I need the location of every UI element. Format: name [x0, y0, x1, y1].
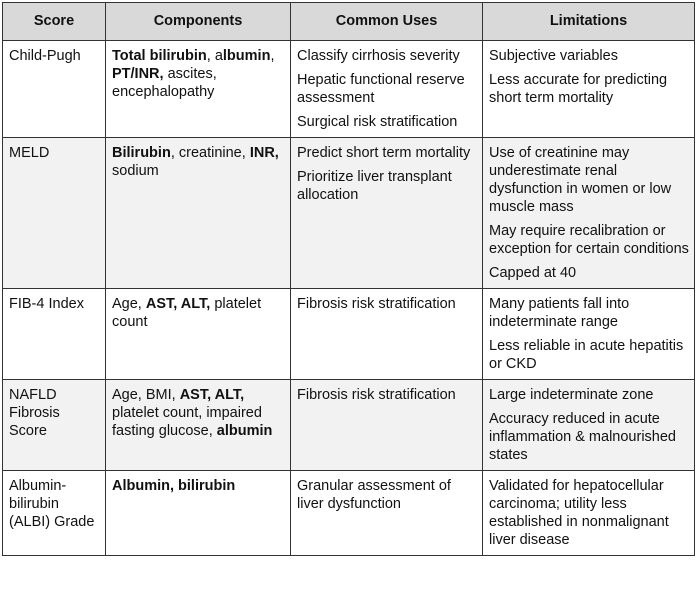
component-text: Age, BMI,	[112, 387, 180, 403]
table-body	[3, 41, 695, 556]
header-score: Score	[3, 3, 106, 41]
component-text-bold: PT/INR,	[112, 66, 164, 82]
component-text: ,	[270, 48, 275, 64]
component-text-bold: Total bilirubin	[112, 48, 207, 64]
score-cell: Child-Pugh	[3, 41, 106, 138]
uses-cell	[291, 380, 483, 471]
table-row	[3, 471, 695, 556]
component-text-bold: AST, ALT,	[145, 296, 211, 312]
header-components: Components	[106, 3, 291, 41]
component-text-bold: AST, ALT,	[179, 387, 245, 403]
limitations-cell	[483, 41, 695, 138]
component-text-bold: Bilirubin	[112, 145, 171, 161]
limitation-entry: Subjective variables	[489, 48, 618, 64]
limitation-entry: Accuracy reduced in acute inflammation & malnourished states	[489, 411, 676, 463]
component-text: platelet count, impaired fasting glucose,	[112, 405, 262, 439]
score-cell: Albumin-bilirubin (ALBI) Grade	[3, 471, 106, 556]
liver-scores-table	[2, 2, 695, 556]
use-entry: Surgical risk stratification	[297, 114, 458, 130]
components-cell	[106, 41, 291, 138]
header-limitations: Limitations	[483, 3, 695, 41]
components-cell	[106, 289, 291, 380]
table-row	[3, 41, 695, 138]
limitations-cell	[483, 289, 695, 380]
score-cell: NAFLD Fibrosis Score	[3, 380, 106, 471]
component-text-bold: albumin	[216, 423, 273, 439]
uses-cell	[291, 138, 483, 289]
limitations-cell	[483, 471, 695, 556]
use-entry: Prioritize liver transplant allocation	[297, 169, 452, 203]
limitation-entry: Less accurate for predicting short term mortality	[489, 72, 668, 106]
component-text: , creatinine,	[170, 145, 250, 161]
use-entry: Granular assessment of liver dysfunction	[297, 478, 451, 512]
components-cell	[106, 380, 291, 471]
component-text-bold: lbumin	[222, 48, 271, 64]
use-entry: Hepatic functional reserve assessment	[297, 72, 465, 106]
limitations-cell	[483, 138, 695, 289]
score-cell: MELD	[3, 138, 106, 289]
table-row	[3, 289, 695, 380]
component-text-bold: Albumin, bilirubin	[112, 478, 236, 494]
use-entry: Classify cirrhosis severity	[297, 48, 460, 64]
uses-cell	[291, 471, 483, 556]
score-cell: FIB-4 Index	[3, 289, 106, 380]
component-text: platelet count	[112, 296, 262, 330]
component-text-bold: INR,	[249, 145, 279, 161]
table-row	[3, 138, 695, 289]
limitation-entry: Large indeterminate zone	[489, 387, 654, 403]
use-entry: Fibrosis risk stratification	[297, 296, 456, 312]
component-text: , a	[206, 48, 223, 64]
use-entry: Predict short term mortality	[297, 145, 471, 161]
table-row	[3, 380, 695, 471]
component-text: ascites, encephalopathy	[112, 66, 217, 100]
header-row	[3, 3, 695, 41]
limitation-entry: Capped at 40	[489, 265, 577, 281]
components-cell	[106, 471, 291, 556]
uses-cell	[291, 41, 483, 138]
limitations-cell	[483, 380, 695, 471]
uses-cell	[291, 289, 483, 380]
components-cell	[106, 138, 291, 289]
limitation-entry: May require recalibration or exception for certain conditions	[489, 223, 689, 257]
limitation-entry: Validated for hepatocellular carcinoma; utility less established in nonmalignant liver disease	[489, 478, 669, 548]
limitation-entry: Less reliable in acute hepatitis or CKD	[489, 338, 684, 372]
header-common-uses: Common Uses	[291, 3, 483, 41]
limitation-entry: Many patients fall into indeterminate range	[489, 296, 630, 330]
limitation-entry: Use of creatinine may underestimate renal dysfunction in women or low muscle mass	[489, 145, 672, 215]
component-text: Age,	[112, 296, 146, 312]
use-entry: Fibrosis risk stratification	[297, 387, 456, 403]
component-text: sodium	[112, 163, 159, 179]
